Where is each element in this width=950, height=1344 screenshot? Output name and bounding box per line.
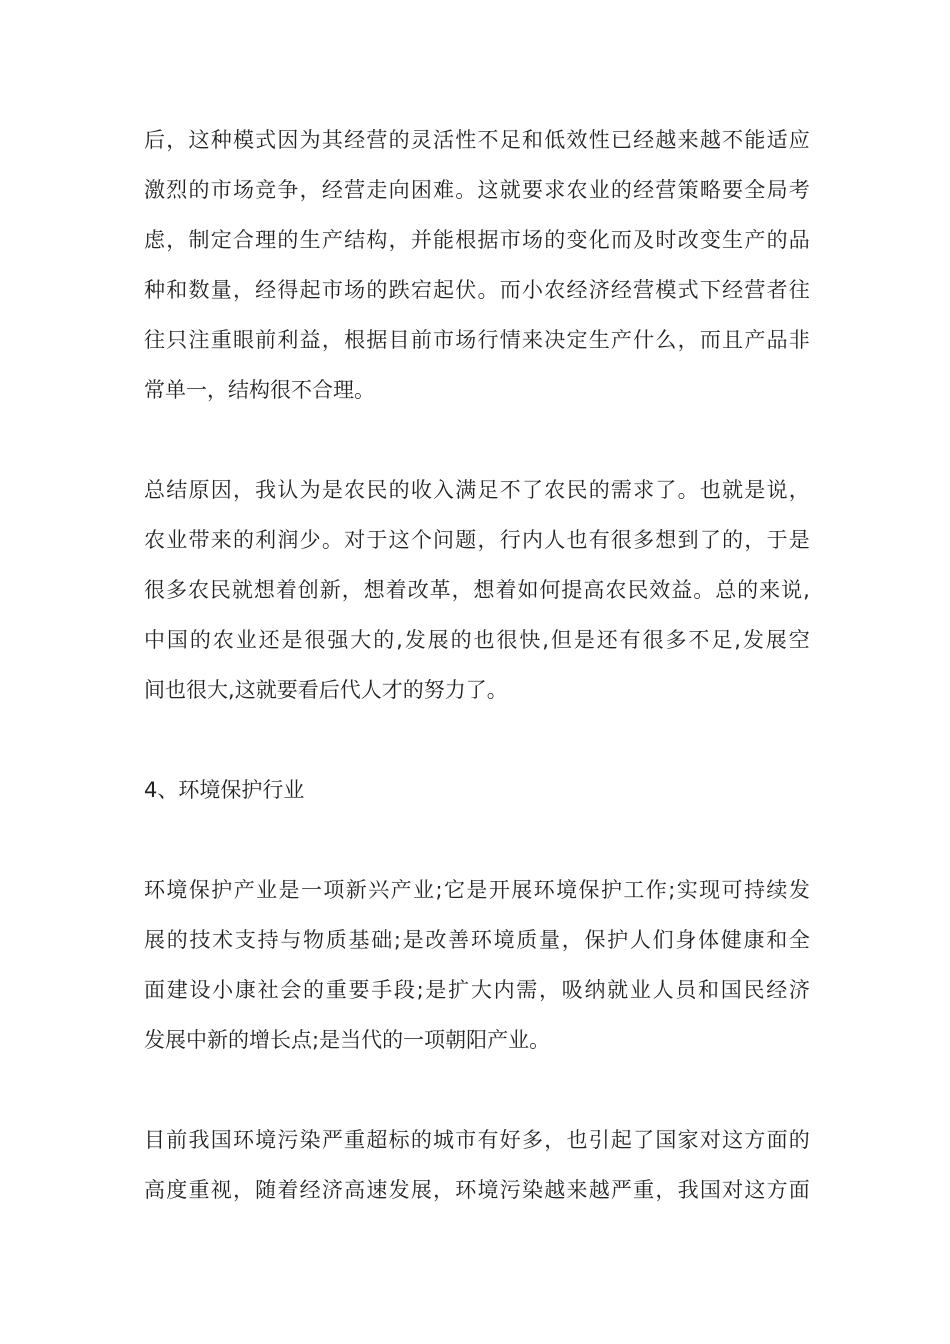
text-line: 虑 ， 制 定 合 理 的 生 产 结 构 ， 并 能 根 据 市 场 的 变 化 而 及 时 改 变 生 产 的 品 bbox=[144, 228, 810, 252]
document-body bbox=[144, 115, 810, 1215]
text-line: 后 ， 这 种 模 式 因 为 其 经 营 的 灵 活 性 不 足 和 低 效 性 已 经 越 来 越 不 能 适 应 bbox=[144, 128, 810, 152]
text-line: 往 只 注 重 眼 前 利 益 ， 根 据 目 前 市 场 行 情 来 决 定 生 产 什 么 ， 而 且 产 品 非 bbox=[144, 328, 810, 352]
text-line: 目 前 我 国 环 境 污 染 严 重 超 标 的 城 市 有 好 多 ， 也 引 起 了 国 家 对 这 方 面 的 bbox=[144, 1128, 810, 1152]
text-line: 中 国 的 农 业 还 是 很 强 大 的 , 发 展 的 也 很 快 , 但 是 还 有 很 多 不 足 , 发 展 空 bbox=[144, 628, 810, 652]
text-line: 总 结 原 因 ， 我 认 为 是 农 民 的 收 入 满 足 不 了 农 民 的 需 求 了 。 也 就 是 说 ， bbox=[144, 478, 810, 502]
paragraph-gap bbox=[144, 1065, 810, 1115]
paragraph-1 bbox=[144, 115, 810, 415]
text-line: 发 展 中 新 的 增 长 点 ; 是 当 代 的 一 项 朝 阳 产 业 。 bbox=[144, 1028, 551, 1052]
text-line: 农 业 带 来 的 利 润 少 。 对 于 这 个 问 题 ， 行 内 人 也 有 很 多 想 到 了 的 ， 于 是 bbox=[144, 528, 810, 552]
text-line: 间 也 很 大 , 这 就 要 看 后 代 人 才 的 努 力 了 。 bbox=[144, 678, 508, 702]
section-heading: 4、环境保护行业 bbox=[144, 778, 305, 802]
text-line: 展 的 技 术 支 持 与 物 质 基 础 ; 是 改 善 环 境 质 量 ， 保 护 人 们 身 体 健 康 和 全 bbox=[144, 928, 810, 952]
text-line: 常 单 一 ， 结 构 很 不 合 理 。 bbox=[144, 378, 375, 402]
text-line: 高 度 重 视 ， 随 着 经 济 高 速 发 展 ， 环 境 污 染 越 来 越 严 重 ， 我 国 对 这 方 面 bbox=[144, 1178, 810, 1202]
paragraph-gap bbox=[144, 715, 810, 765]
paragraph-2 bbox=[144, 465, 810, 715]
paragraph-gap bbox=[144, 415, 810, 465]
paragraph-3 bbox=[144, 865, 810, 1065]
paragraph-4 bbox=[144, 1115, 810, 1215]
text-line: 面 建 设 小 康 社 会 的 重 要 手 段 ; 是 扩 大 内 需 ， 吸 纳 就 业 人 员 和 国 民 经 济 bbox=[144, 978, 810, 1002]
paragraph-gap bbox=[144, 815, 810, 865]
text-line: 种 和 数 量 ， 经 得 起 市 场 的 跌 宕 起 伏 。 而 小 农 经 济 经 营 模 式 下 经 营 者 往 bbox=[144, 278, 810, 302]
text-line: 激 烈 的 市 场 竞 争 ， 经 营 走 向 困 难 。 这 就 要 求 农 业 的 经 营 策 略 要 全 局 考 bbox=[144, 178, 810, 202]
text-line: 很 多 农 民 就 想 着 创 新 ， 想 着 改 革 ， 想 着 如 何 提 高 农 民 效 益 。 总 的 来 说 , bbox=[144, 578, 810, 602]
text-line: 环 境 保 护 产 业 是 一 项 新 兴 产 业 ; 它 是 开 展 环 境 保 护 工 作 ; 实 现 可 持 续 发 bbox=[144, 878, 810, 902]
